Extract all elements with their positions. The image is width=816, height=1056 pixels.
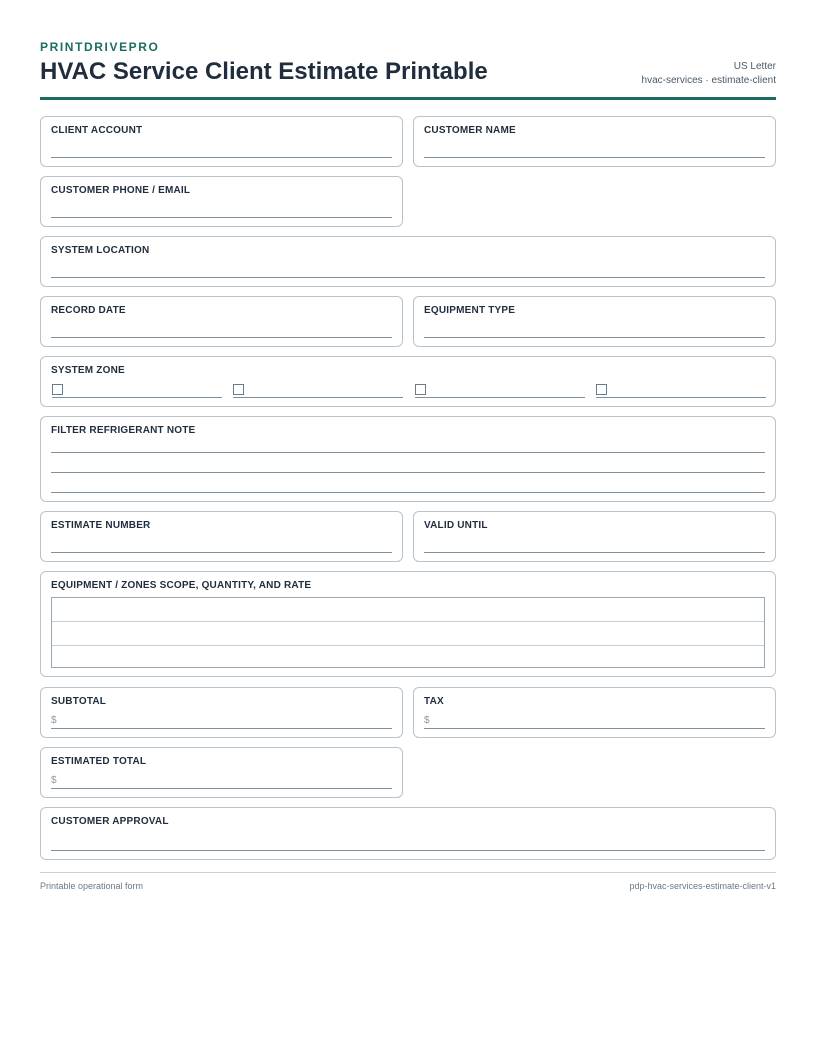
table-row-divider bbox=[52, 645, 764, 646]
form-id: pdp-hvac-services-estimate-client-v1 bbox=[629, 881, 776, 891]
valid-until-line[interactable] bbox=[424, 552, 765, 553]
zone-2-checkbox[interactable] bbox=[233, 384, 244, 395]
scope-table-field bbox=[40, 571, 776, 677]
zone-1-checkbox[interactable] bbox=[52, 384, 63, 395]
system-zone-field bbox=[40, 356, 776, 407]
client-account-field bbox=[40, 116, 403, 167]
zone-option-2[interactable] bbox=[233, 384, 403, 398]
header-divider bbox=[40, 97, 776, 100]
customer-name-line[interactable] bbox=[424, 157, 765, 158]
zone-2-line bbox=[233, 397, 403, 398]
tax-field bbox=[413, 687, 776, 738]
zone-1-line bbox=[52, 397, 222, 398]
record-date-line[interactable] bbox=[51, 337, 392, 338]
tax-label: TAX bbox=[424, 696, 444, 707]
equipment-type-line[interactable] bbox=[424, 337, 765, 338]
customer-contact-line[interactable] bbox=[51, 217, 392, 218]
estimate-number-line[interactable] bbox=[51, 552, 392, 553]
valid-until-label: VALID UNTIL bbox=[424, 520, 488, 531]
subtotal-field bbox=[40, 687, 403, 738]
customer-approval-line[interactable] bbox=[51, 850, 765, 851]
subtotal-currency: $ bbox=[51, 715, 57, 726]
document-tags: hvac-services · estimate-client bbox=[641, 75, 776, 86]
estimate-number-field bbox=[40, 511, 403, 562]
scope-table[interactable] bbox=[51, 597, 765, 668]
footer-description: Printable operational form bbox=[40, 881, 144, 891]
client-account-label: CLIENT ACCOUNT bbox=[51, 125, 143, 136]
equipment-type-label: EQUIPMENT TYPE bbox=[424, 305, 516, 316]
tax-currency: $ bbox=[424, 715, 430, 726]
system-location-label: SYSTEM LOCATION bbox=[51, 245, 150, 256]
filter-note-line-1[interactable] bbox=[51, 452, 765, 453]
zone-option-4[interactable] bbox=[596, 384, 766, 398]
estimated-total-line[interactable] bbox=[51, 788, 392, 789]
customer-name-field bbox=[413, 116, 776, 167]
footer-divider bbox=[40, 872, 776, 873]
zone-option-1[interactable] bbox=[52, 384, 222, 398]
tax-line[interactable] bbox=[424, 728, 765, 729]
system-location-line[interactable] bbox=[51, 277, 765, 278]
filter-note-field bbox=[40, 416, 776, 502]
system-location-field bbox=[40, 236, 776, 287]
filter-note-label: FILTER REFRIGERANT NOTE bbox=[51, 425, 196, 436]
subtotal-line[interactable] bbox=[51, 728, 392, 729]
zone-3-line bbox=[415, 397, 585, 398]
page-title: HVAC Service Client Estimate Printable bbox=[40, 58, 488, 85]
scope-table-label: EQUIPMENT / ZONES SCOPE, QUANTITY, AND RATE bbox=[51, 580, 312, 591]
estimate-number-label: ESTIMATE NUMBER bbox=[51, 520, 151, 531]
paper-size: US Letter bbox=[733, 61, 776, 72]
estimated-total-label: ESTIMATED TOTAL bbox=[51, 756, 147, 767]
customer-contact-label: CUSTOMER PHONE / EMAIL bbox=[51, 185, 191, 196]
estimated-total-field bbox=[40, 747, 403, 798]
estimated-total-currency: $ bbox=[51, 775, 57, 786]
zone-4-line bbox=[596, 397, 766, 398]
customer-approval-label: CUSTOMER APPROVAL bbox=[51, 816, 169, 827]
valid-until-field bbox=[413, 511, 776, 562]
zone-option-3[interactable] bbox=[415, 384, 585, 398]
record-date-field bbox=[40, 296, 403, 347]
client-account-line[interactable] bbox=[51, 157, 392, 158]
zone-3-checkbox[interactable] bbox=[415, 384, 426, 395]
subtotal-label: SUBTOTAL bbox=[51, 696, 107, 707]
zone-4-checkbox[interactable] bbox=[596, 384, 607, 395]
customer-approval-field bbox=[40, 807, 776, 860]
brand-name: PRINTDRIVEPRO bbox=[40, 40, 160, 54]
filter-note-line-2[interactable] bbox=[51, 472, 765, 473]
customer-name-label: CUSTOMER NAME bbox=[424, 125, 516, 136]
document-meta bbox=[642, 60, 776, 88]
filter-note-line-3[interactable] bbox=[51, 492, 765, 493]
system-zone-label: SYSTEM ZONE bbox=[51, 365, 125, 376]
table-row-divider bbox=[52, 621, 764, 622]
customer-contact-field bbox=[40, 176, 403, 227]
record-date-label: RECORD DATE bbox=[51, 305, 126, 316]
equipment-type-field bbox=[413, 296, 776, 347]
